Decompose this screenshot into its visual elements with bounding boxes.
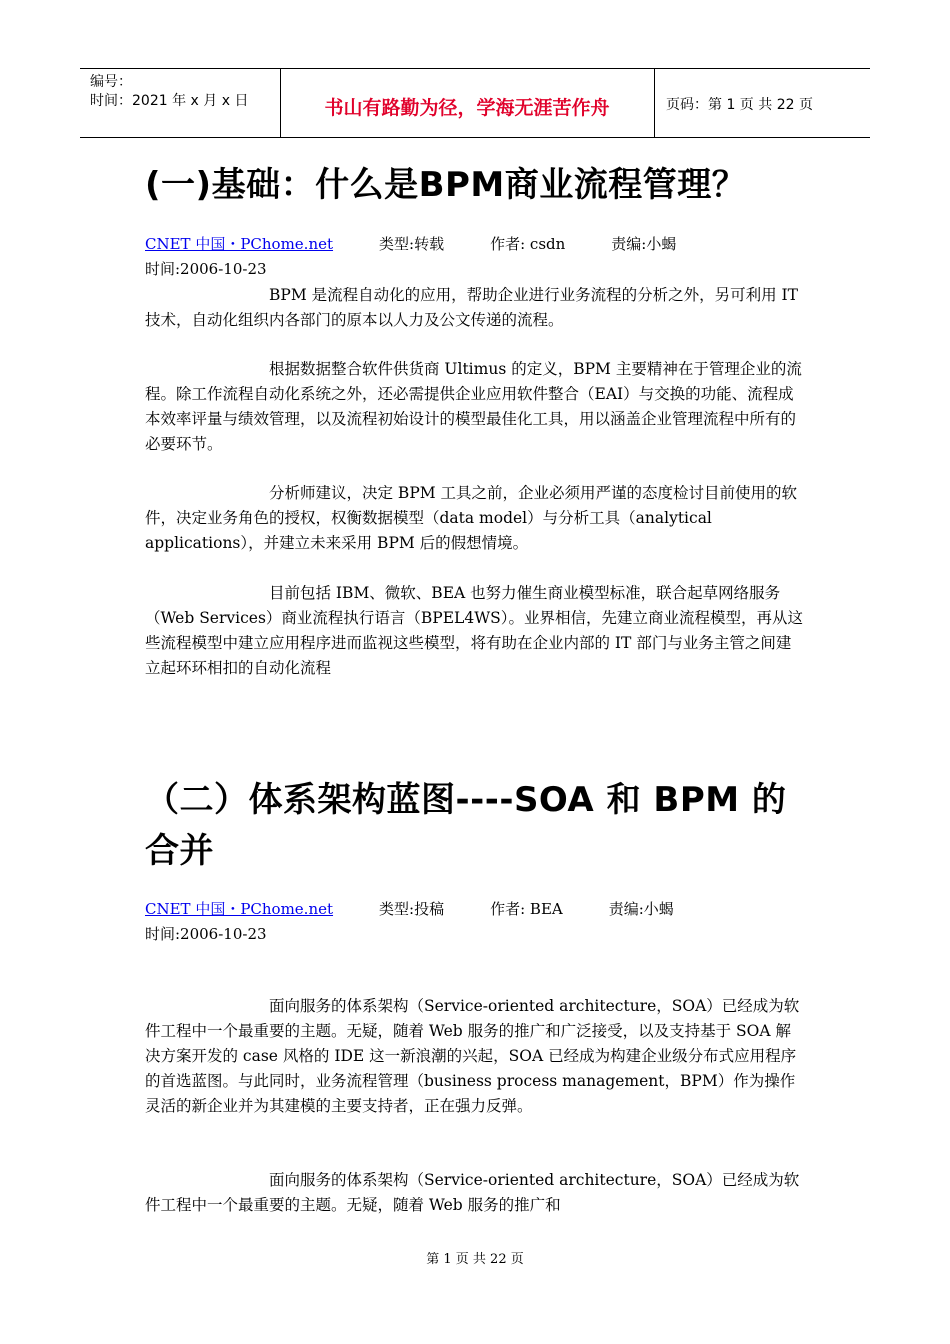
header-left-cell — [80, 69, 281, 137]
source-link[interactable]: CNET 中国・PChome.net — [145, 235, 334, 253]
section1-paragraph — [145, 283, 805, 333]
section2-meta — [145, 897, 674, 921]
header-mid-cell — [280, 69, 655, 137]
time-label: 时间：2021 年 x 月 x 日 — [90, 93, 249, 109]
article-editor: 责编:小蝎 — [611, 235, 677, 253]
paragraph-text: 面向服务的体系架构（Service-oriented architecture，SOA）已经成为软件工程中一个最重要的主题。无疑，随着 Web 服务的推广和广泛接受，以及支持基于 SOA 解决方案开发的 case 风格的 IDE 这一新浪潮的兴起，SOA 已经成为构建企业级分布式应用程序的首选蓝图。与此同时，业务流程管理（business process management，BPM）作为操作灵活的新企业并为其建模的主要支持者，正在强力反弹。 — [145, 997, 800, 1115]
article-editor: 责编:小蝎 — [608, 900, 674, 918]
section1-paragraph — [145, 581, 805, 681]
motto: 书山有路勤为径，学海无涯苦作舟 — [324, 97, 610, 119]
page-info: 页码：第 1 页 共 22 页 — [666, 97, 813, 113]
section1-meta — [145, 232, 676, 256]
paragraph-text: 目前包括 IBM、微软、BEA 也努力催生商业模型标准，联合起草网络服务（Web Services）商业流程执行语言（BPEL4WS）。业界相信，先建立商业流程模型，再从这些流程模型中建立应用程序进而监视这些模型，将有助在企业内部的 IT 部门与业务主管之间建立起环环相扣的自动化流程 — [145, 584, 804, 677]
article-author: 作者: BEA — [490, 900, 563, 918]
article-type: 类型:投稿 — [379, 900, 445, 918]
header-right-cell — [654, 69, 870, 137]
section2-time: 时间:2006-10-23 — [145, 925, 267, 943]
section2-paragraph — [145, 994, 805, 1119]
section1-paragraph — [145, 357, 805, 457]
paragraph-text: 分析师建议，决定 BPM 工具之前，企业必须用严谨的态度检讨目前使用的软件，决定业务角色的授权，权衡数据模型（data model）与分析工具（analytical applications），并建立未来采用 BPM 后的假想情境。 — [145, 484, 798, 552]
paragraph-text: 根据数据整合软件供货商 Ultimus 的定义，BPM 主要精神在于管理企业的流程。除工作流程自动化系统之外，还必需提供企业应用软件整合（EAI）与交换的功能、流程成本效率评量与绩效管理，以及流程初始设计的模型最佳化工具，用以涵盖企业管理流程中所有的必要环节。 — [145, 360, 802, 453]
paragraph-text: 面向服务的体系架构（Service-oriented architecture，SOA）已经成为软件工程中一个最重要的主题。无疑，随着 Web 服务的推广和 — [145, 1171, 800, 1214]
paragraph-text: BPM 是流程自动化的应用，帮助企业进行业务流程的分析之外，另可利用 IT 技术，自动化组织内各部门的原本以人力及公文传递的流程。 — [145, 286, 799, 329]
section2-paragraph — [145, 1168, 805, 1218]
header-table — [80, 68, 870, 138]
article-type: 类型:转载 — [379, 235, 445, 253]
page-footer: 第 1 页 共 22 页 — [426, 1252, 524, 1267]
section1-title: (一)基础：什么是BPM商业流程管理？ — [145, 165, 747, 205]
number-label: 编号： — [90, 74, 132, 90]
source-link[interactable]: CNET 中国・PChome.net — [145, 900, 334, 918]
section2-title-line2: 合并 — [145, 831, 214, 871]
section1-paragraph — [145, 481, 805, 556]
article-author: 作者: csdn — [490, 235, 566, 253]
section2-title-line1: （二）体系架构蓝图----SOA 和 BPM 的 — [145, 780, 787, 820]
section1-time: 时间:2006-10-23 — [145, 260, 267, 278]
